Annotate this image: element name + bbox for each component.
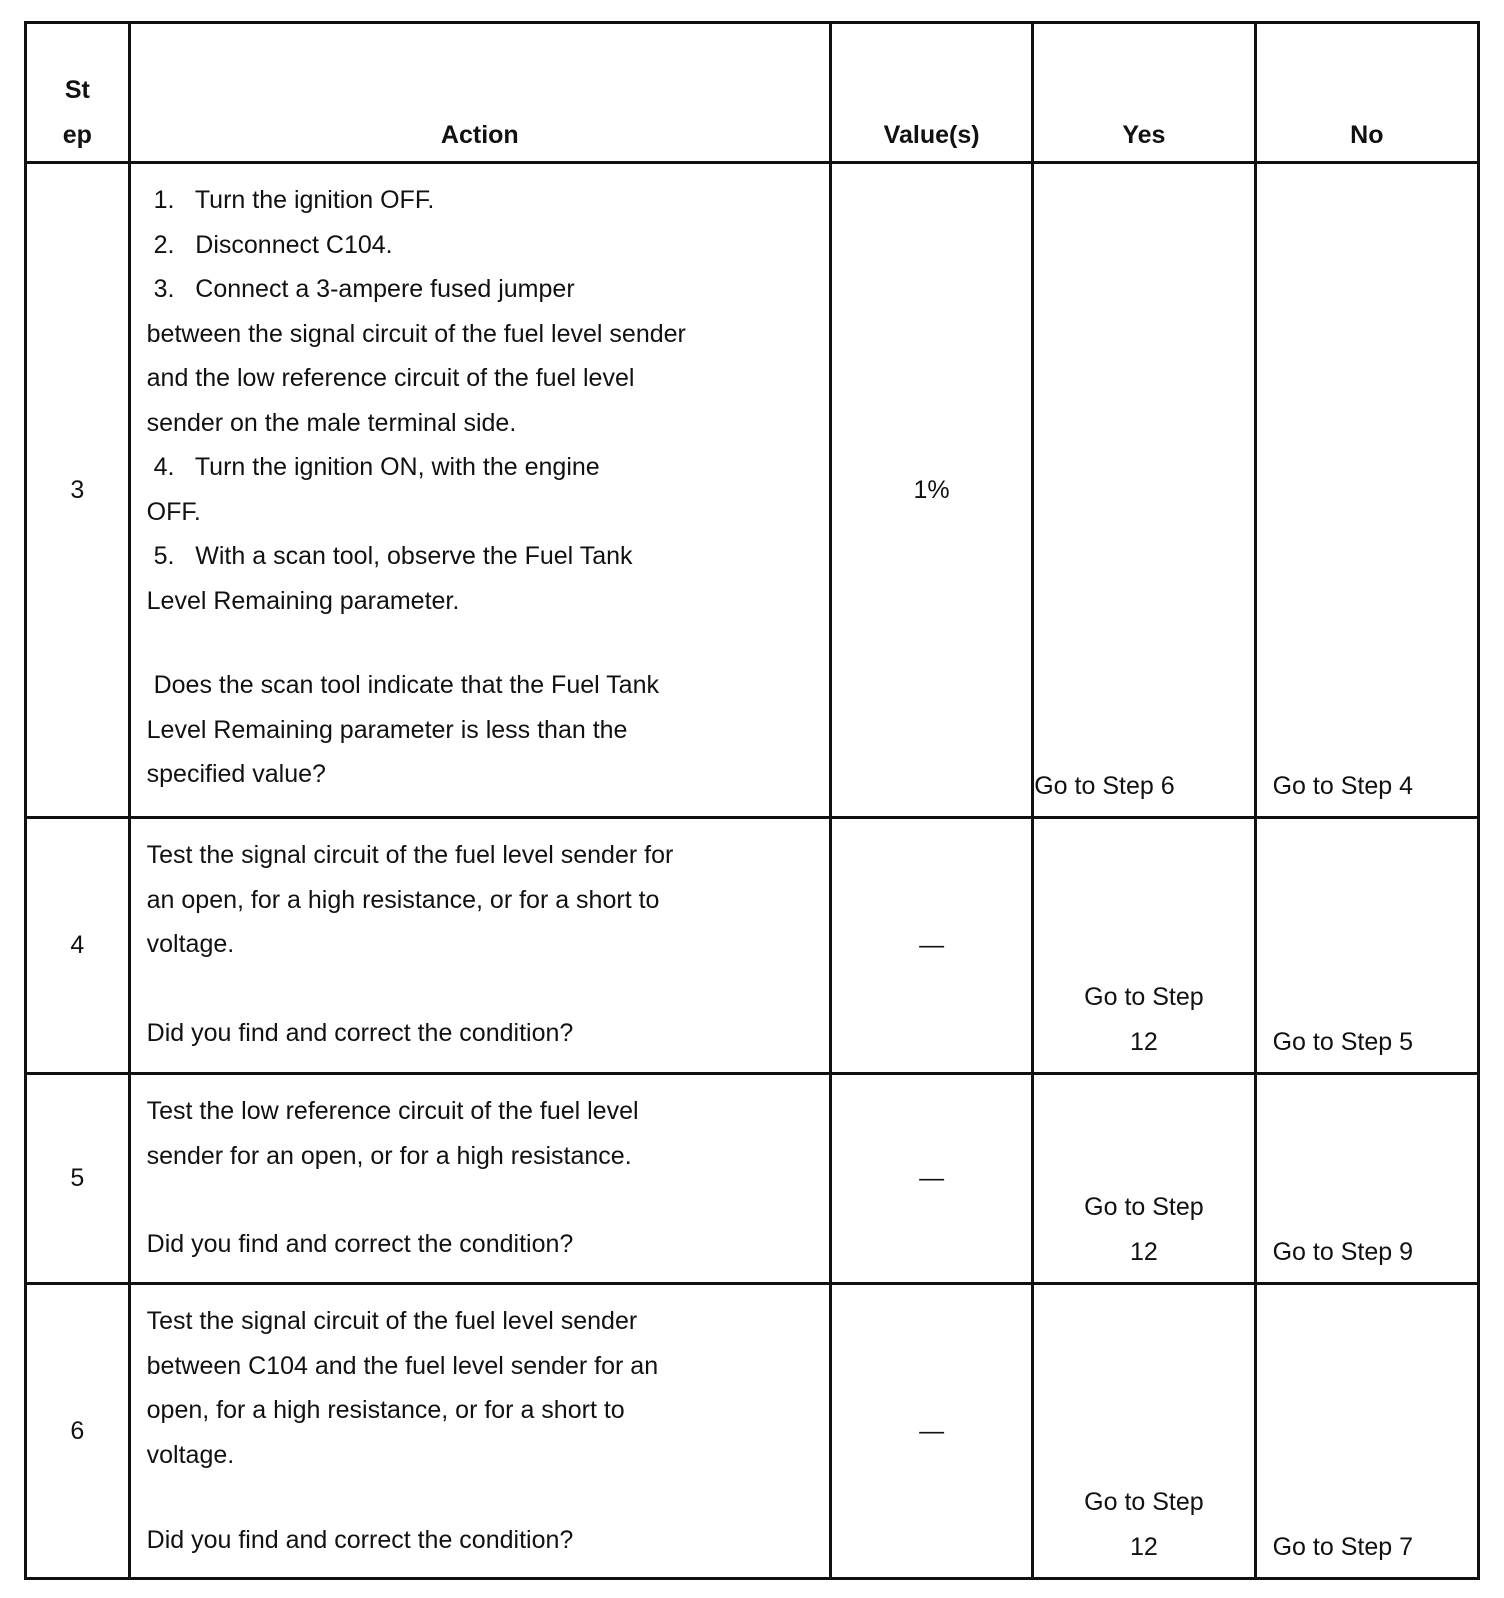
yes-link-line2[interactable]: 12	[1130, 1027, 1158, 1056]
action-line: open, for a high resistance, or for a short to	[146, 1396, 625, 1424]
action-line: sender on the male terminal side.	[146, 408, 517, 437]
header-step-line1: St	[64, 76, 90, 104]
action-line: Does the scan tool indicate that the Fuel Tank	[146, 671, 659, 699]
header-step-line2: ep	[62, 120, 92, 149]
action-cell	[129, 818, 830, 1074]
action-line: Test the signal circuit of the fuel level sender for	[146, 841, 674, 869]
table-row	[26, 163, 1479, 818]
yes-cell	[1033, 1284, 1255, 1579]
action-line: and the low reference circuit of the fuel level	[146, 364, 635, 392]
action-cell	[129, 1074, 830, 1284]
table-row	[26, 1074, 1479, 1284]
action-line: between C104 and the fuel level sender for an	[146, 1351, 659, 1380]
header-values: Value(s)	[830, 23, 1032, 163]
header-step	[26, 23, 130, 163]
step-number: 6	[26, 1284, 130, 1579]
action-line: an open, for a high resistance, or for a short to	[146, 885, 660, 914]
yes-cell	[1033, 818, 1255, 1074]
table-row	[26, 1284, 1479, 1579]
action-line	[147, 1178, 815, 1222]
no-link[interactable]: Go to Step 5	[1272, 1027, 1413, 1056]
action-line: Level Remaining parameter is less than the	[146, 715, 628, 744]
value-cell: —	[830, 1284, 1032, 1579]
action-line: voltage.	[146, 1440, 235, 1469]
diagnostic-table	[24, 21, 1480, 1580]
value-cell: —	[830, 818, 1032, 1074]
step-number: 5	[26, 1074, 130, 1284]
yes-cell	[1033, 163, 1255, 818]
action-line	[147, 967, 815, 1011]
action-line: voltage.	[146, 930, 235, 958]
action-line: 3. Connect a 3-ampere fused jumper	[146, 275, 575, 303]
yes-link-line1[interactable]: Go to Step	[1084, 1193, 1204, 1221]
yes-link-line2[interactable]: 12	[1130, 1532, 1158, 1561]
yes-link-line2[interactable]: 12	[1130, 1237, 1158, 1266]
action-line: specified value?	[146, 760, 326, 788]
yes-link-line1[interactable]: Go to Step	[1084, 983, 1204, 1011]
action-line: sender for an open, or for a high resistance.	[146, 1141, 632, 1170]
no-cell	[1255, 163, 1478, 818]
action-line: Test the signal circuit of the fuel level sender	[146, 1307, 638, 1335]
action-line: Did you find and correct the condition?	[146, 1230, 574, 1258]
action-line	[147, 1477, 815, 1518]
no-link[interactable]: Go to Step 9	[1272, 1237, 1413, 1266]
header-no: No	[1255, 23, 1478, 163]
step-number: 4	[26, 818, 130, 1074]
action-cell	[129, 1284, 830, 1579]
action-line: OFF.	[146, 497, 201, 526]
header-row	[26, 23, 1479, 163]
table-row	[26, 818, 1479, 1074]
action-line	[147, 623, 815, 663]
yes-cell	[1033, 1074, 1255, 1284]
no-link[interactable]: Go to Step 7	[1272, 1532, 1413, 1561]
action-line: Test the low reference circuit of the fuel level	[146, 1097, 639, 1125]
no-cell	[1255, 818, 1478, 1074]
value-cell: —	[830, 1074, 1032, 1284]
action-line: between the signal circuit of the fuel level sender	[146, 319, 686, 348]
header-action: Action	[129, 23, 830, 163]
header-yes: Yes	[1033, 23, 1255, 163]
action-line: Did you find and correct the condition?	[146, 1018, 574, 1047]
action-line: 5. With a scan tool, observe the Fuel Tank	[146, 542, 633, 570]
diagnostic-table-page	[24, 21, 1480, 1577]
yes-link[interactable]: Go to Step 6	[1034, 771, 1175, 800]
no-cell	[1255, 1074, 1478, 1284]
no-cell	[1255, 1284, 1478, 1579]
value-cell: 1%	[830, 163, 1032, 818]
action-line: 2. Disconnect C104.	[146, 230, 393, 259]
no-link[interactable]: Go to Step 4	[1272, 771, 1413, 800]
step-number: 3	[26, 163, 130, 818]
action-line: 1. Turn the ignition OFF.	[146, 186, 435, 214]
action-cell	[129, 163, 830, 818]
yes-link-line1[interactable]: Go to Step	[1084, 1488, 1204, 1516]
action-line: Level Remaining parameter.	[146, 586, 460, 615]
action-line: Did you find and correct the condition?	[146, 1526, 574, 1554]
action-line: 4. Turn the ignition ON, with the engine	[146, 453, 600, 481]
